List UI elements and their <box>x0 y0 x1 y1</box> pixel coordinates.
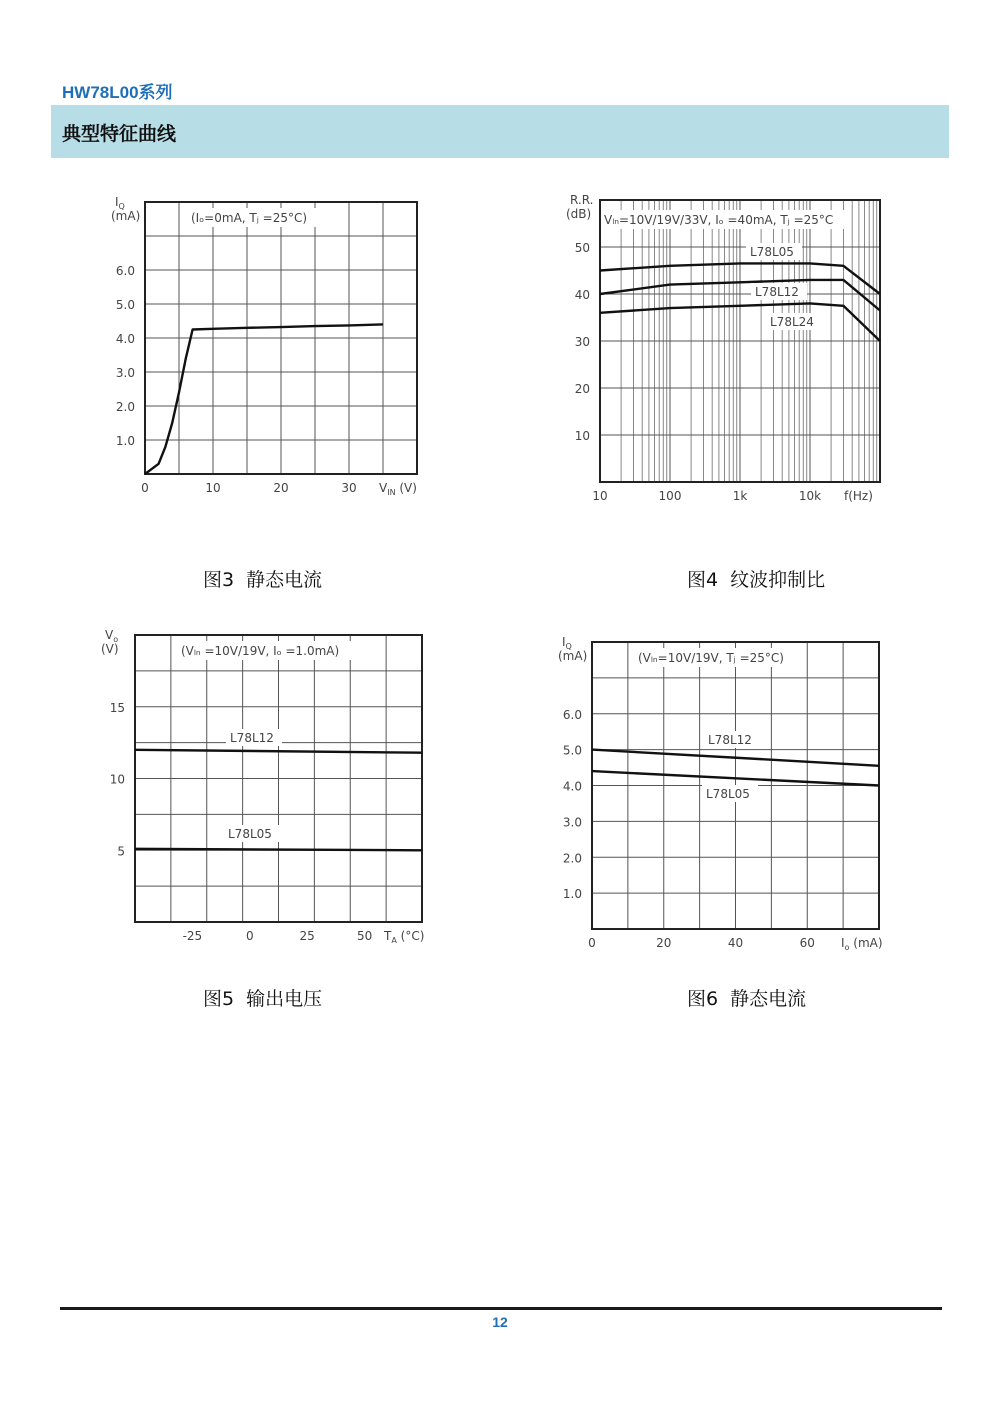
y-tick-label: 10 <box>574 429 590 443</box>
y-tick-label: 40 <box>574 288 590 302</box>
series-line <box>135 750 422 753</box>
series-title: HW78L00系列 <box>62 83 173 102</box>
y-tick-label: 1.0 <box>562 887 582 902</box>
series-label: L78L12 <box>230 731 274 745</box>
y-tick-label: 4.0 <box>562 779 582 794</box>
section-title: 典型特征曲线 <box>62 123 177 145</box>
chart-quiescent-current-vs-io <box>550 630 910 970</box>
chart-ripple-rejection <box>550 190 900 520</box>
series-label: L78L05 <box>750 245 794 259</box>
y-axis-label: $I_Q$ <box>115 195 125 211</box>
figure-caption-5: 图5 输出电压 <box>203 988 323 1010</box>
x-axis-label: $I_o$ (mA) <box>841 936 883 952</box>
figure-caption-4: 图4 纹波抑制比 <box>687 569 826 591</box>
page-number: 12 <box>492 1314 508 1330</box>
y-tick-label: 3.0 <box>115 366 135 380</box>
series-label: L78L12 <box>708 733 752 747</box>
x-tick-label: 0 <box>245 929 254 943</box>
x-tick-label: 40 <box>727 936 744 950</box>
y-axis-unit: (mA) <box>111 209 141 223</box>
y-axis-label: $I_Q$ <box>562 635 572 651</box>
y-tick-label: 20 <box>574 382 590 396</box>
y-axis-unit: (V) <box>101 642 119 656</box>
y-axis-unit: (mA) <box>558 649 588 663</box>
y-tick-label: 10 <box>109 772 125 787</box>
y-axis-label: $V_o$ <box>105 628 119 644</box>
x-tick-label: 10 <box>205 481 221 495</box>
x-tick-label: 1k <box>732 489 748 503</box>
y-tick-label: 4.0 <box>115 332 135 346</box>
x-tick-label: 0 <box>141 481 149 495</box>
x-axis-label: $V_{IN}$ (V) <box>379 481 417 497</box>
y-tick-label: 5 <box>117 844 125 859</box>
condition-label: (Iₒ=0mA, Tⱼ =25°C) <box>191 211 308 225</box>
condition-label: Vₗₙ=10V/19V/33V, Iₒ =40mA, Tⱼ =25°C <box>604 213 834 227</box>
figure-caption-6: 图6 静态电流 <box>687 988 807 1010</box>
x-tick-label: 100 <box>658 489 682 503</box>
x-tick-label: 20 <box>273 481 289 495</box>
y-axis-label: R.R. <box>570 193 594 207</box>
x-axis-label: f(Hz) <box>844 489 873 503</box>
y-tick-label: 6.0 <box>115 264 135 278</box>
y-tick-label: 50 <box>574 241 590 255</box>
figure-caption-3: 图3 静态电流 <box>203 569 323 591</box>
y-tick-label: 5.0 <box>562 743 582 758</box>
y-tick-label: 15 <box>109 700 125 715</box>
x-tick-label: 20 <box>656 936 672 950</box>
y-tick-label: 6.0 <box>562 707 582 722</box>
x-tick-label: 10 <box>592 489 608 503</box>
series-label: L78L05 <box>706 787 750 801</box>
series-label: L78L12 <box>755 285 799 299</box>
chart-quiescent-current-vs-vin <box>100 190 450 520</box>
series-label: L78L24 <box>770 315 814 329</box>
x-tick-label: 30 <box>341 481 357 495</box>
x-tick-label: 25 <box>299 929 315 943</box>
series-label: L78L05 <box>228 827 272 841</box>
y-tick-label: 1.0 <box>115 434 135 448</box>
condition-label: (Vₗₙ=10V/19V, Tⱼ =25°C) <box>638 651 784 665</box>
x-tick-label: 50 <box>356 929 373 943</box>
x-axis-label: $T_A$ (°C) <box>384 929 425 945</box>
x-tick-label: 60 <box>799 936 815 950</box>
y-axis-unit: (dB) <box>566 207 592 221</box>
series-line <box>135 849 422 851</box>
footer-divider <box>60 1307 942 1310</box>
x-tick-label: 0 <box>588 936 596 950</box>
y-tick-label: 2.0 <box>562 851 582 866</box>
y-tick-label: 5.0 <box>115 298 135 312</box>
condition-label: (Vₗₙ =10V/19V, Iₒ =1.0mA) <box>181 644 340 658</box>
x-tick-label: 10k <box>798 489 822 503</box>
y-tick-label: 2.0 <box>115 400 135 414</box>
series-line <box>145 324 383 474</box>
y-tick-label: 30 <box>574 335 590 349</box>
section-banner <box>51 105 949 158</box>
chart-output-voltage <box>100 625 450 960</box>
x-tick-label: -25 <box>182 929 203 943</box>
y-tick-label: 3.0 <box>562 815 582 830</box>
